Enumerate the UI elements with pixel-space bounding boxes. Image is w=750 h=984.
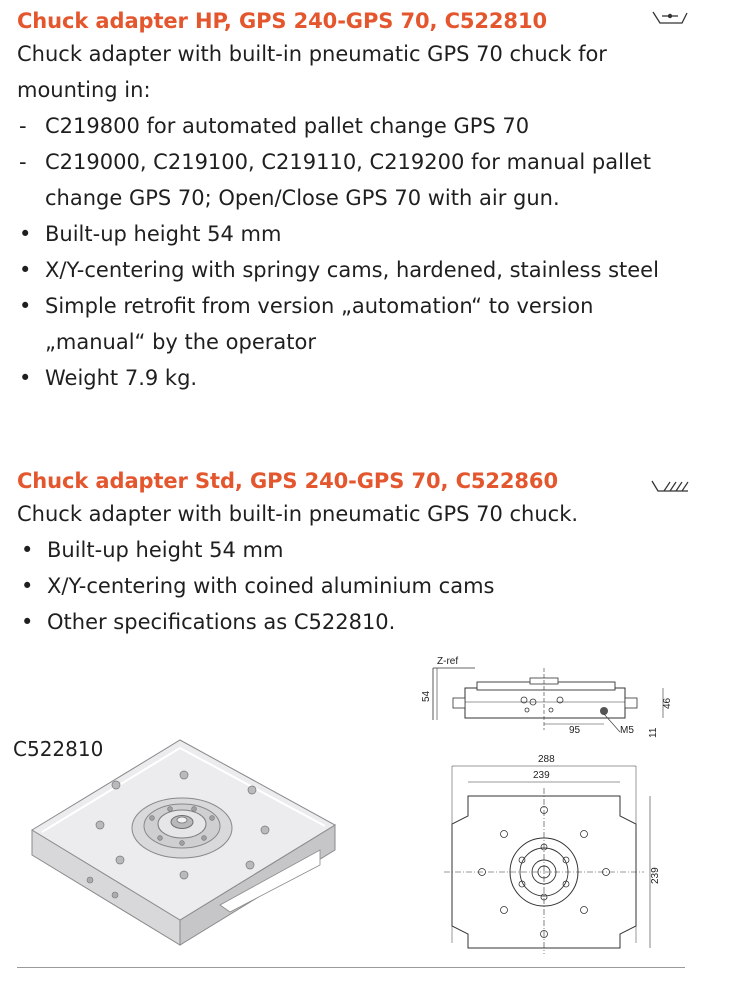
product-section-std [17, 466, 737, 640]
list-item-text: Weight 7.9 kg. [45, 366, 198, 390]
list-item-text: C219800 for automated pallet change GPS 70 [45, 114, 530, 138]
section-description: Chuck adapter with built-in pneumatic GPS 70 chuck for mounting in: [17, 42, 607, 102]
divider [17, 967, 685, 968]
section-title: Chuck adapter HP, GPS 240-GPS 70, C522810 [17, 9, 547, 33]
list-marker: • [19, 222, 32, 246]
list-marker: • [19, 366, 32, 390]
list-item-text: Built-up height 54 mm [45, 222, 282, 246]
offset-label: 95 [569, 725, 581, 736]
list-item-text: Other specifications as C522810. [47, 610, 396, 634]
product-image [20, 730, 350, 950]
thread-depth-label: 11 [648, 727, 659, 738]
list-item [17, 360, 685, 396]
side-view-drawing [415, 650, 685, 740]
list-item [17, 216, 685, 252]
list-item-text: Simple retrofit from version „automation“ to version „manual“ by the operator [45, 294, 594, 354]
list-marker: • [19, 258, 32, 282]
list-item [17, 568, 687, 604]
spec-list [17, 532, 737, 640]
list-marker: - [19, 114, 27, 138]
product-section-hp [17, 6, 737, 396]
list-item [17, 532, 687, 568]
list-marker: • [21, 610, 34, 634]
outer-width-label: 288 [538, 754, 555, 765]
list-marker: • [21, 538, 34, 562]
section-description: Chuck adapter with built-in pneumatic GPS 70 chuck. [17, 502, 579, 526]
top-view-drawing [430, 748, 670, 958]
surface-finish-std-icon [650, 478, 690, 494]
list-item [17, 604, 687, 640]
list-item-text: X/Y-centering with springy cams, hardened, stainless steel [45, 258, 659, 282]
list-marker: • [21, 574, 34, 598]
list-item [17, 144, 685, 216]
section-title: Chuck adapter Std, GPS 240-GPS 70, C522860 [17, 469, 558, 493]
height-label: 54 [421, 690, 432, 702]
zref-label: Z-ref [437, 656, 459, 667]
inner-width-label: 239 [533, 770, 550, 781]
list-item-text: C219000, C219100, C219110, C219200 for manual pallet change GPS 70; Open/Close GPS 70 with air gun. [45, 150, 651, 210]
list-item-text: X/Y-centering with coined aluminium cams [47, 574, 495, 598]
list-item [17, 252, 685, 288]
list-marker: • [19, 294, 32, 318]
list-item [17, 108, 685, 144]
product-caption: C522810 [13, 737, 104, 761]
spec-list [17, 108, 737, 396]
right-height-label: 46 [662, 697, 673, 709]
inner-height-label: 239 [650, 867, 661, 884]
list-item [17, 288, 685, 360]
thread-label: M5 [620, 725, 634, 736]
surface-finish-hp-icon [652, 8, 688, 26]
list-marker: - [19, 150, 27, 174]
list-item-text: Built-up height 54 mm [47, 538, 284, 562]
